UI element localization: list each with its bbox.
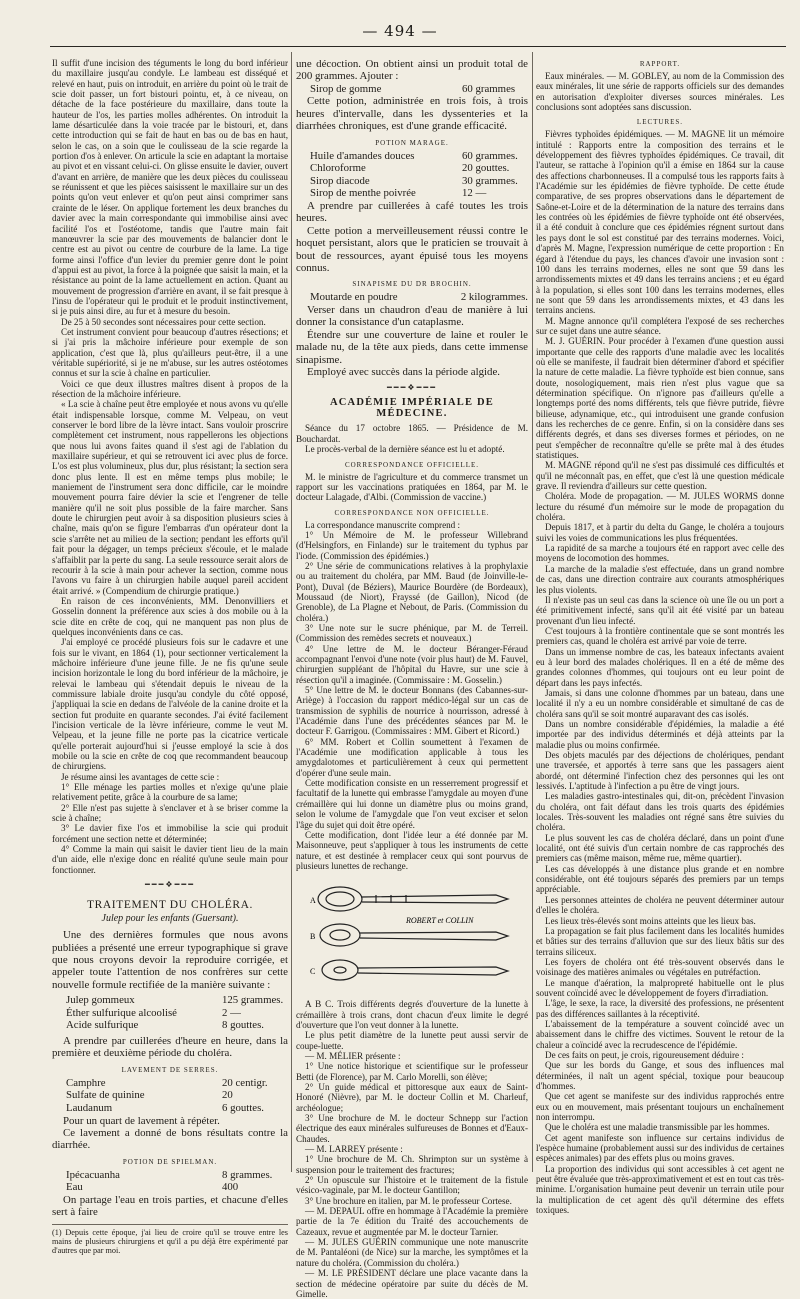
paragraph: 3° Une brochure de M. le docteur Schnepp sur l'action électrique des eaux minérales sulfureuses de Bonnes et d'Eaux-Chaudes. bbox=[296, 1113, 528, 1144]
paragraph: Dans un immense nombre de cas, les bateaux infectants avaient eu à leur bord des malades cholériques. Il en a été de même des grandes colonnes d'hommes, qui toujours ont eu leur point de départ dans les pays infectés. bbox=[536, 646, 784, 688]
paragraph: A B C. Trois différents degrés d'ouverture de la lunette à crémaillère à trois crans, dont chacun d'eux limite le degré d'ouverture que l'on veut donner à la lunette. bbox=[296, 999, 528, 1030]
column-3 bbox=[536, 58, 784, 1215]
paragraph: — M. MÉLIER présente : bbox=[305, 1050, 401, 1061]
recipe-row: Sirop de menthe poivrée 12 — bbox=[310, 187, 487, 200]
paragraph: Il suffit d'une incision des téguments le long du bord inférieur du maxillaire jusqu'au condyle. Le lambeau est disséqué et relevé en haut, puis on introduit, en arrière du point où le trait de scie doit passer, un fort bistouri pointu, et, à ce niveau, on détache de la face postérieure du maxillaire, dans toute la hauteur de l'os, les parties molles adhérentes. On introduit la lame désarticulée dans la voie tracée par le bistouri, et, dans cette introduction qui se fait de haut en bas ou de bas en haut, selon le cas, on a soin que le coulisseau de la scie regarde la portion d'os à enlever. On articule la scie en adaptant la mortaise au pivot et en vissant celui-ci. On glisse ensuite le davier, ouvert d'avant en arrière, de manière que les deux pièces du coulisseau se réunissent et que les pièces saisissent le maxillaire sur un des points qu'on veut enlever et qu'on peut ainsi comprimer sans crainte de le léser. On applique fortement les deux branches du davier avec la main correspondante qui immobilise ainsi avec facilité l'os et l'ostéotome, tandis que l'autre main fait manœuvrer la scie par des mouvements de balancier dont le centre est au pivot ou centre de courbure de la lame. La tige forme ainsi l'office d'un levier du premier genre dont le point d'appui est au pivot, la force à la poignée que saisit la main, et la résistance au point de la lame actuellement en action. Quant au mouvement de progression d'arrière en avant, il se fait presque à l'insu de l'opérateur qui le produit et le produit instinctivement, si je puis ainsi dire, au fur et à mesure du besoin. bbox=[52, 58, 288, 317]
figure-label-b: B bbox=[310, 932, 316, 942]
presentations bbox=[296, 999, 528, 1299]
paragraph: Des objets maculés par des déjections de cholériques, pendant une traversée, et apportés à terre sans que les passagers aient abordé, ont déterminé l'infection chez des personnes qui les ont lessivés. L'aptitude à l'infection a pu être de vingt jours. bbox=[536, 750, 784, 792]
recipe-julep bbox=[52, 994, 288, 1032]
ornament-divider: ━━━❖━━━ bbox=[144, 880, 196, 890]
paragraph: 1° Un Mémoire de M. le professeur Willebrand (d'Helsingfors, en Finlande) sur le traitement du typhus par l'iode. (Commission des épidémies.) bbox=[296, 529, 528, 561]
paragraph: De ces faits on peut, je crois, rigoureusement déduire : bbox=[545, 1049, 744, 1060]
paragraph: On partage l'eau en trois parties, et chacune d'elles sert à faire bbox=[52, 1193, 288, 1219]
paragraph: — M. JULES GUÉRIN communique une note manuscrite de M. Pantaléoni (de Nice) sur la marche, les symptômes et la nature du choléra. (Commission du choléra.) bbox=[296, 1237, 528, 1268]
paragraph: Ce lavement a donné de bons résultats contre la diarrhée. bbox=[52, 1126, 288, 1152]
paragraph: — M. LARREY présente : bbox=[305, 1144, 403, 1155]
instrument-illustration bbox=[296, 875, 528, 993]
paragraph: La proportion des individus qui sont accessibles à cet agent ne peut être évaluée que très-approximativement et est en tout cas très-minime. L'organisation humaine peut devenir un terrain utile pour la multiplication de cet agent dès qu'il détermine des effets toxiques. bbox=[536, 1163, 784, 1216]
paragraph: — M. LE PRÉSIDENT déclare une place vacante dans la section de médecine opératoire par suite du décès de M. Gimelle. bbox=[296, 1268, 528, 1299]
header-rule bbox=[50, 46, 786, 47]
column-2 bbox=[296, 58, 528, 1299]
paragraph: une décoction. On obtient ainsi un produit total de 200 grammes. Ajouter : bbox=[296, 58, 528, 83]
paragraph: 1° Une brochure de M. Ch. Shrimpton sur un système à suspension pour le traitement des fractures; bbox=[296, 1154, 528, 1175]
paragraph: La rapidité de sa marche a toujours été en rapport avec celle des moyens de locomotion des hommes. bbox=[536, 543, 784, 564]
paragraph: Les cas développés à une distance plus grande et en nombre considérable, ont été toujours séparés des premiers par un temps appréciable. bbox=[536, 863, 784, 895]
paragraph: La correspondance manuscrite comprend : bbox=[305, 519, 461, 530]
recipe-marage bbox=[296, 150, 528, 200]
cholera-section bbox=[52, 929, 288, 1219]
recipe-row: Camphre 20 centigr. bbox=[66, 1076, 268, 1089]
paragraph: C'est toujours à la frontière continentale que se sont montrés les premiers cas, quand le choléra est arrivé par voie de terre. bbox=[536, 625, 784, 647]
paragraph: Jamais, si dans une colonne d'hommes par un bateau, dans une localité il n'y a eu un nombre considérable et simultané de cas de choléra sans qu'il se soit montré auparavant des cas isolés. bbox=[536, 687, 784, 719]
paragraph: Les personnes atteintes de choléra ne peuvent déterminer autour d'elles le choléra. bbox=[536, 894, 784, 916]
paragraph: Je résume ainsi les avantages de cette scie : bbox=[61, 771, 220, 782]
paragraph: Que sur les bords du Gange, et sous des influences mal déterminées, il naît un agent spécial, toxique pour beaucoup d'hommes. bbox=[536, 1060, 784, 1091]
seance-line: Séance du 17 octobre 1865. — Présidence de M. Bouchardat. bbox=[296, 423, 528, 444]
paragraph: 3° Une note sur le sucre phénique, par M. de Terreil. (Commission des remèdes secrets et nouveaux.) bbox=[296, 622, 528, 644]
subsection-title: CORRESPONDANCE NON OFFICIELLE. bbox=[334, 508, 490, 517]
paragraph: Cette potion, administrée en trois fois, à trois heures d'intervalle, dans les dyssenteries et la diarrhées chroniques, est d'une grande efficacité. bbox=[296, 95, 528, 133]
paragraph: Que le choléra est une maladie transmissible par les hommes. bbox=[545, 1122, 770, 1133]
recipes-continued bbox=[296, 58, 528, 378]
section-subtitle: Julep pour les enfants (Guersant). bbox=[101, 913, 239, 925]
paragraph: 2° Un guide médical et pittoresque aux eaux de Saint-Honoré (Nièvre), par M. le docteur Collin et M. Charleuf, archéologue; bbox=[296, 1081, 528, 1113]
paragraph: M. Magne annonce qu'il complétera l'exposé de ses recherches sur ce sujet dans une autre séance. bbox=[536, 315, 784, 336]
recipe-row: Ipécacuanha 8 grammes. bbox=[66, 1168, 273, 1181]
paragraph: 6° MM. Robert et Collin soumettent à l'examen de l'Académie une modification applicable à tous les amygdalotomes et particulièrement à ceux qui permettent d'opérer d'une seule main. bbox=[296, 736, 528, 778]
paragraph: 4° Comme la main qui saisit le davier tient lieu de la main d'un aide, elle n'exige donc en réalité qu'une seule main pour fonctionner. bbox=[52, 844, 288, 875]
paragraph: Le plus petit diamètre de la lunette peut aussi servir de coupe-luette. bbox=[296, 1030, 528, 1051]
figure-credit: ROBERT et COLLIN bbox=[406, 916, 474, 926]
paragraph: L'abaissement de la température a souvent coïncidé avec un abaissement dans le chiffre des victimes. Souvent le retour de la chaleur a coïncidé avec la recrudescence de l'épidémie. bbox=[536, 1018, 784, 1050]
recipe-row: Julep gommeux 125 grammes. bbox=[66, 994, 284, 1007]
paragraph: 2° Elle n'est pas sujette à s'enclaver et à se briser comme la scie à chaîne; bbox=[52, 802, 288, 824]
paragraph: Cette modification consiste en un resserrement progressif et facultatif de la lunette qui embrasse l'amygdale au moyen d'une crémaillère qui lui donne un diamètre plus ou moins grand, selon le volume de l'amygdale que l'on veut exciser et selon l'âge du sujet qui doit être opéré. bbox=[296, 778, 528, 830]
column-rule-2 bbox=[532, 52, 533, 1172]
paragraph: La propagation se fait plus facilement dans les localités humides et bâties sur des terrains d'alluvion que sur des lieux bâtis sur des terrains siliceux. bbox=[536, 925, 784, 957]
paragraph: « La scie à chaîne peut être employée et nous avons vu qu'elle était indispensable lorsque, comme M. Velpeau, on veut conserver le bord libre de la lèvre intact. Sans vouloir proscrire complètement cet instrument, nous rappellerons les objections que nous lui avons faites quand il s'est agi de l'ablation du maxillaire supérieur, et qui se retrouvent ici avec plus de force. L'os est plus volumineux, plus dur, plus résistant; la section sera donc plus lente. Il est en même temps plus mobile; le maniement de l'instrument sera donc difficile, car le moindre mouvement pourra faire dévier la scie et l'engrener de telle manière qu'il ne soit plus possible de la faire marcher. Sans doute le chirurgien peut avoir à sa disposition plusieurs scies à chaîne, mais qu'on se figure l'embarras d'un opérateur dont la scie s'arrête net au milieu de la section; pendant les efforts qu'il fait pour la dégager, un temps précieux s'écoule, et le malade s'affaiblit par la perte du sang. La seule ressource serait alors de recourir à la scie à main pour achever la section, comme nous l'avons vu faire à un chirurgien habile auquel pareil accident était arrivé. » (Compendium de chirurgie pratique.) bbox=[52, 399, 288, 596]
academie-section bbox=[296, 423, 528, 871]
paragraph: A prendre par cuillerées d'heure en heure, dans la première et deuxième période du choléra. bbox=[52, 1034, 288, 1060]
paragraph: L'âge, le sexe, la race, la diversité des professions, ne présentent pas des différences saillantes à la réceptivité. bbox=[536, 998, 784, 1019]
paragraph: M. le ministre de l'agriculture et du commerce transmet un rapport sur les vaccinations pratiquées en 1864, par M. le docteur Lalagade, d'Albi. (Commission de vaccine.) bbox=[296, 471, 528, 503]
paragraph: Les maladies gastro-intestinales qui, dit-on, précèdent l'invasion du choléra, ont fait défaut dans les trois quarts des épidémies locales. Très-souvent les maladies ont régné sans être suivies du choléra. bbox=[536, 791, 784, 833]
paragraph: Le procès-verbal de la dernière séance est lu et adopté. bbox=[305, 444, 505, 455]
paragraph: La marche de la maladie s'est effectuée, dans un grand nombre de cas, dans une direction contraire aux courants atmosphériques les plus violents. bbox=[536, 563, 784, 595]
paragraph: Pour un quart de lavement à répéter. bbox=[63, 1114, 220, 1127]
paragraph: Cette modification, dont l'idée leur a été donnée par M. Maisonneuve, peut s'appliquer à tous les instruments de cette nature, et est destinée à remplacer ceux qui sont pourvus de plusieurs lunettes de rechange. bbox=[296, 829, 528, 871]
paragraph: 2° Une série de communications relatives à la prophylaxie ou au traitement du choléra, par MM. Baud (de Joinville-le-Pont), Duval (de Béziers), Maurice Bourdère (de Bordeaux), Moussaud (de Niort), Frayssé (de Gaillon), Nicod (de Grenoble), de La Plagne et Nebout, de Paris. (Commission du choléra.) bbox=[296, 560, 528, 623]
paragraph: Dans un nombre considérable d'épidémies, la maladie a été importée par des individus déterminés et déjà atteints par la maladie plus ou moins confirmée. bbox=[536, 718, 784, 750]
paragraph: Les foyers de choléra ont été très-souvent observés dans le voisinage des matières animales ou végétales en putréfaction. bbox=[536, 956, 784, 978]
recipe-row: Huile d'amandes douces 60 grammes. bbox=[310, 149, 518, 162]
subsection-title: RAPPORT. bbox=[639, 60, 681, 68]
recipe-row: Laudanum 6 gouttes. bbox=[66, 1101, 264, 1114]
recipe-row: Éther sulfurique alcoolisé 2 — bbox=[66, 1006, 241, 1019]
paragraph: Les lieux très-élevés sont moins atteints que les lieux bas. bbox=[545, 915, 756, 926]
recipe-lavement bbox=[52, 1077, 288, 1115]
paragraph: Le plus souvent les cas de choléra déclaré, dans un point d'une localité, ont été suivis d'un certain nombre de cas rapprochés des premiers cas (même maison, même rue, même quartier). bbox=[536, 832, 784, 864]
subsection-title: CORRESPONDANCE OFFICIELLE. bbox=[344, 460, 480, 469]
paragraph: Une des dernières formules que nous avons publiées a présenté une erreur typographique si grave que nous croyons devoir la reproduire corrigée, et appeler toute l'attention de nos confrères sur cette nouvelle formule rectifiée de la manière suivante : bbox=[52, 929, 288, 991]
paragraph: Cet agent manifeste son influence sur certains individus de l'espèce humaine (probablement aussi sur des individus de certaines espèces animales) par des effets plus ou moins graves. bbox=[536, 1132, 784, 1164]
page-number: — 494 — bbox=[362, 22, 438, 40]
paragraph: M. MAGNE répond qu'il ne s'est pas dissimulé ces difficultés et qu'il ne méconnaît pas, en effet, que c'est là une question médicale grave. Il reviendra d'ailleurs sur cette question. bbox=[536, 460, 784, 492]
column-rule-1 bbox=[291, 52, 292, 1172]
paragraph: Employé avec succès dans la période algide. bbox=[307, 366, 501, 379]
paragraph: Que cet agent se manifeste sur des individus rapprochés entre eux ou en mouvement, mais présentant toujours un enchaînement non interrompu. bbox=[536, 1091, 784, 1123]
paragraph: En raison de ces inconvénients, MM. Denonvilliers et Gosselin donnent la préférence aux scies à dos mobile ou à la scie dite en crête de coq, qui ne manquent pas non plus de quelques inconvénients dans ce cas. bbox=[52, 595, 288, 637]
paragraph: Étendre sur une couverture de laine et rouler le malade nu, de la tête aux pieds, dans cette immense sinapisme. bbox=[296, 328, 528, 366]
paragraph: Il n'existe pas un seul cas dans la science où une île ou un port a été primitivement infecté, sans qu'il ait été visité par un bateau provenant d'un lieu infecté. bbox=[536, 594, 784, 626]
recipe-row: Moutarde en poudre 2 kilogrammes. bbox=[310, 291, 528, 304]
ornament-divider: ━━━❖━━━ bbox=[386, 383, 438, 393]
paragraph: Verser dans un chaudron d'eau de manière à lui donner la consistance d'un cataplasme. bbox=[296, 304, 528, 329]
paragraph: Cet instrument convient pour beaucoup d'autres résections; et si j'ai pris la mâchoire inférieure pour exemple de son application, c'est que là, plus qu'ailleurs peut-être, il a une véritable supériorité, si je ne m'abuse, sur les autres ostéotomes connus et sur la scie à chaîne en particulier. bbox=[52, 326, 288, 379]
paragraph: Le manque d'aération, la malpropreté habituelle ont le plus souvent coïncidé avec le développement de foyers d'irradiation. bbox=[536, 977, 784, 998]
recipe-row: Sulfate de quinine 20 bbox=[66, 1089, 233, 1102]
paragraph: 5° Une lettre de M. le docteur Bonnans (des Cabannes-sur-Ariège) à l'occasion du rapport médico-légal sur un cas de transmission de syphilis de nourrice à nourrisson, adressé à l'Académie dans l'une des précédentes séances par M. le docteur F. Garrigou. (Commissaires : MM. Gibert et Ricord.) bbox=[296, 685, 528, 737]
paragraph: Choléra. Mode de propagation. — M. JULES WORMS donne lecture du résumé d'un mémoire sur le mode de propagation du choléra. bbox=[536, 491, 784, 523]
paragraph: 1° Elle ménage les parties molles et n'exige qu'une plaie relativement petite, grâce à la courbure de sa lame; bbox=[52, 782, 288, 803]
paragraph: Fièvres typhoïdes épidémiques. — M. MAGNE lit un mémoire intitulé : Rapports entre la composition des terrains et le développement des fièvres typhoïdes épidémiques. Ce travail, dit l'auteur, se rattache à l'opinion qu'il a émise en 1864 sur la cause des affections charbonneuses. Il a compulsé tous les rapports faits à l'Académie sur les épidémies de fièvre typhoïde. De cette étude comparative, de ses propres observations dans le département de Saône-et-Loire et de la détermination de la nature des terrains dans les contrées où les épidémies de fièvre typhoïde ont été observées, il a été conduit à conclure que ces épidémies régnent surtout dans les pays dont le sol est constitué par des terrains modernes. Voici, d'après M. Magne, l'expression numérique de cette proportion : En égard à l'étendue du pays, les chances d'avoir une invasion sont : 100 dans les terrains modernes, elles ne sont que 59 dans les arrondissements mixtes et 49 dans les terrains anciens ; et eu égard à la population, si elles sont 100 dans les terrains modernes, elles ne sont que 59 dans les arrondissements mixtes, et 43 dans les terrains anciens. bbox=[536, 129, 784, 316]
paragraph: De 25 à 50 secondes sont nécessaires pour cette section. bbox=[61, 316, 266, 327]
subsection-title: LECTURES. bbox=[636, 118, 684, 127]
paragraph: Voici ce que deux illustres maîtres disent à propos de la résection de la mâchoire inférieure. bbox=[52, 378, 288, 399]
recipe-row: Eau 400 bbox=[66, 1181, 239, 1194]
paragraph: A prendre par cuillerées à café toutes les trois heures. bbox=[296, 200, 528, 225]
paragraph: 3° Le davier fixe l'os et immobilise la scie qui produit forcément une section nette et déterminée; bbox=[52, 823, 288, 844]
paragraph: 1° Une notice historique et scientifique sur le professeur Betti (de Florence), par M. Carlo Morelli, son élève; bbox=[296, 1061, 528, 1082]
paragraph: J'ai employé ce procédé plusieurs fois sur le cadavre et une fois sur le vivant, en 1864 (1), pour sectionner verticalement la mâchoire inférieure d'une jeune fille. Je ne fis qu'une seule incision horizontale le long du bord inférieur de la mâchoire, je relevai le lambeau qui s'étendait depuis le niveau de la commissure labiale droite jusqu'au condyle du côté opposé, j'appliquai la scie en dedans de l'alvéole de la canine droite et la section fut produite en quarante secondes. J'ai évité facilement l'incision verticale de la lèvre inférieure, comme le veut M. Velpeau, et la jeune fille ne porte pas la cicatrice verticale qu'elle porterait aujourd'hui si j'eusse employé la scie à dos mobile ou la scie en crête de coq que recommandent beaucoup de chirurgiens. bbox=[52, 637, 288, 772]
paragraph: — M. DEPAUL offre en hommage à l'Académie la première partie de la 7e édition du Traité des accouchements de Cazeaux, revue et augmentée par M. le docteur Tarnier. bbox=[296, 1206, 528, 1237]
paragraph: Cette potion a merveilleusement réussi contre le hoquet persistant, alors que le praticien se trouvait à bout de ressources, ayant épuisé tous les moyens connus. bbox=[296, 224, 528, 275]
paragraph: 4° Une lettre de M. le docteur Béranger-Féraud accompagnant l'envoi d'une note (voir plus haut) de M. Fauvel, chirurgien suppléant de l'hôpital du Havre, sur une scie à résection qu'il a imaginée. (Commissaire : M. Gosselin.) bbox=[296, 643, 528, 685]
recipe-title: POTION MARAGE. bbox=[375, 138, 449, 147]
paragraph: 3° Une brochure en italien, par M. le professeur Cortese. bbox=[305, 1195, 512, 1206]
paragraph: Depuis 1817, et à partir du delta du Gange, le choléra a toujours suivi les voies de communications les plus fréquentées. bbox=[536, 522, 784, 543]
recipe-spielman bbox=[52, 1169, 288, 1194]
saw-article bbox=[52, 58, 288, 875]
paragraph: 2° Un opuscule sur l'histoire et le traitement de la fistule vésico-vaginale, par M. le docteur Gantillon; bbox=[296, 1175, 528, 1196]
section-title: TRAITEMENT DU CHOLÉRA. bbox=[87, 899, 253, 912]
figure-label-c: C bbox=[310, 967, 316, 977]
recipe-title: POTION DE SPIELMAN. bbox=[122, 1157, 218, 1166]
recipe-row: Chloroforme 20 gouttes. bbox=[310, 162, 510, 175]
recipe-row: Sirop diacode 30 grammes. bbox=[310, 174, 518, 187]
paragraph: Eaux minérales. — M. GOBLEY, au nom de la Commission des eaux minérales, lit une série de rapports officiels sur des demandes en autorisation d'exploiter diverses sources minérales. Les conclusions sont adoptées sans discussion. bbox=[536, 71, 784, 113]
recipe-title: SINAPISME DU DR BROCHIN. bbox=[352, 280, 472, 289]
paragraph: M. J. GUÉRIN. Pour procéder à l'examen d'une question aussi importante que celle des rapports d'une maladie avec les localités où elle se manifeste, il faudrait bien déterminer d'abord et spécifier la nature de cette maladie. La fièvre typhoïde est bien connue, sans doute, nosologiquement, mais rien n'est plus vague que sa détermination spécifique. On n'ignore pas d'ailleurs qu'elle a longtemps porté des noms différents, tels que fièvre putride, fièvre bilieuse, adynamique, etc., qui introduisent une grande confusion dans les recherches de ce genre. Enfin, si on la considère dans ses différents degrés, et dans ses diverses formes et périodes, on ne peut s'empêcher de reconnaître qu'elle se prête mal à des études statistiques. bbox=[536, 336, 784, 461]
column-1 bbox=[52, 58, 288, 1255]
recipe-row: Acide sulfurique 8 gouttes. bbox=[66, 1019, 264, 1032]
recipe-row: Sirop de gomme 60 grammes bbox=[310, 82, 516, 95]
footnote: (1) Depuis cette époque, j'ai lieu de croire qu'il se trouve entre les mains de plusieurs chirurgiens et qu'il a pu déjà être expérimenté par d'autres que par moi. bbox=[52, 1224, 288, 1256]
figure-label-a: A bbox=[310, 896, 316, 906]
amygdalotome-figure bbox=[296, 875, 528, 993]
academie-title: ACADÉMIE IMPÉRIALE DE MÉDECINE. bbox=[329, 397, 495, 420]
recipe-title: LAVEMENT DE SERRES. bbox=[121, 1065, 219, 1074]
